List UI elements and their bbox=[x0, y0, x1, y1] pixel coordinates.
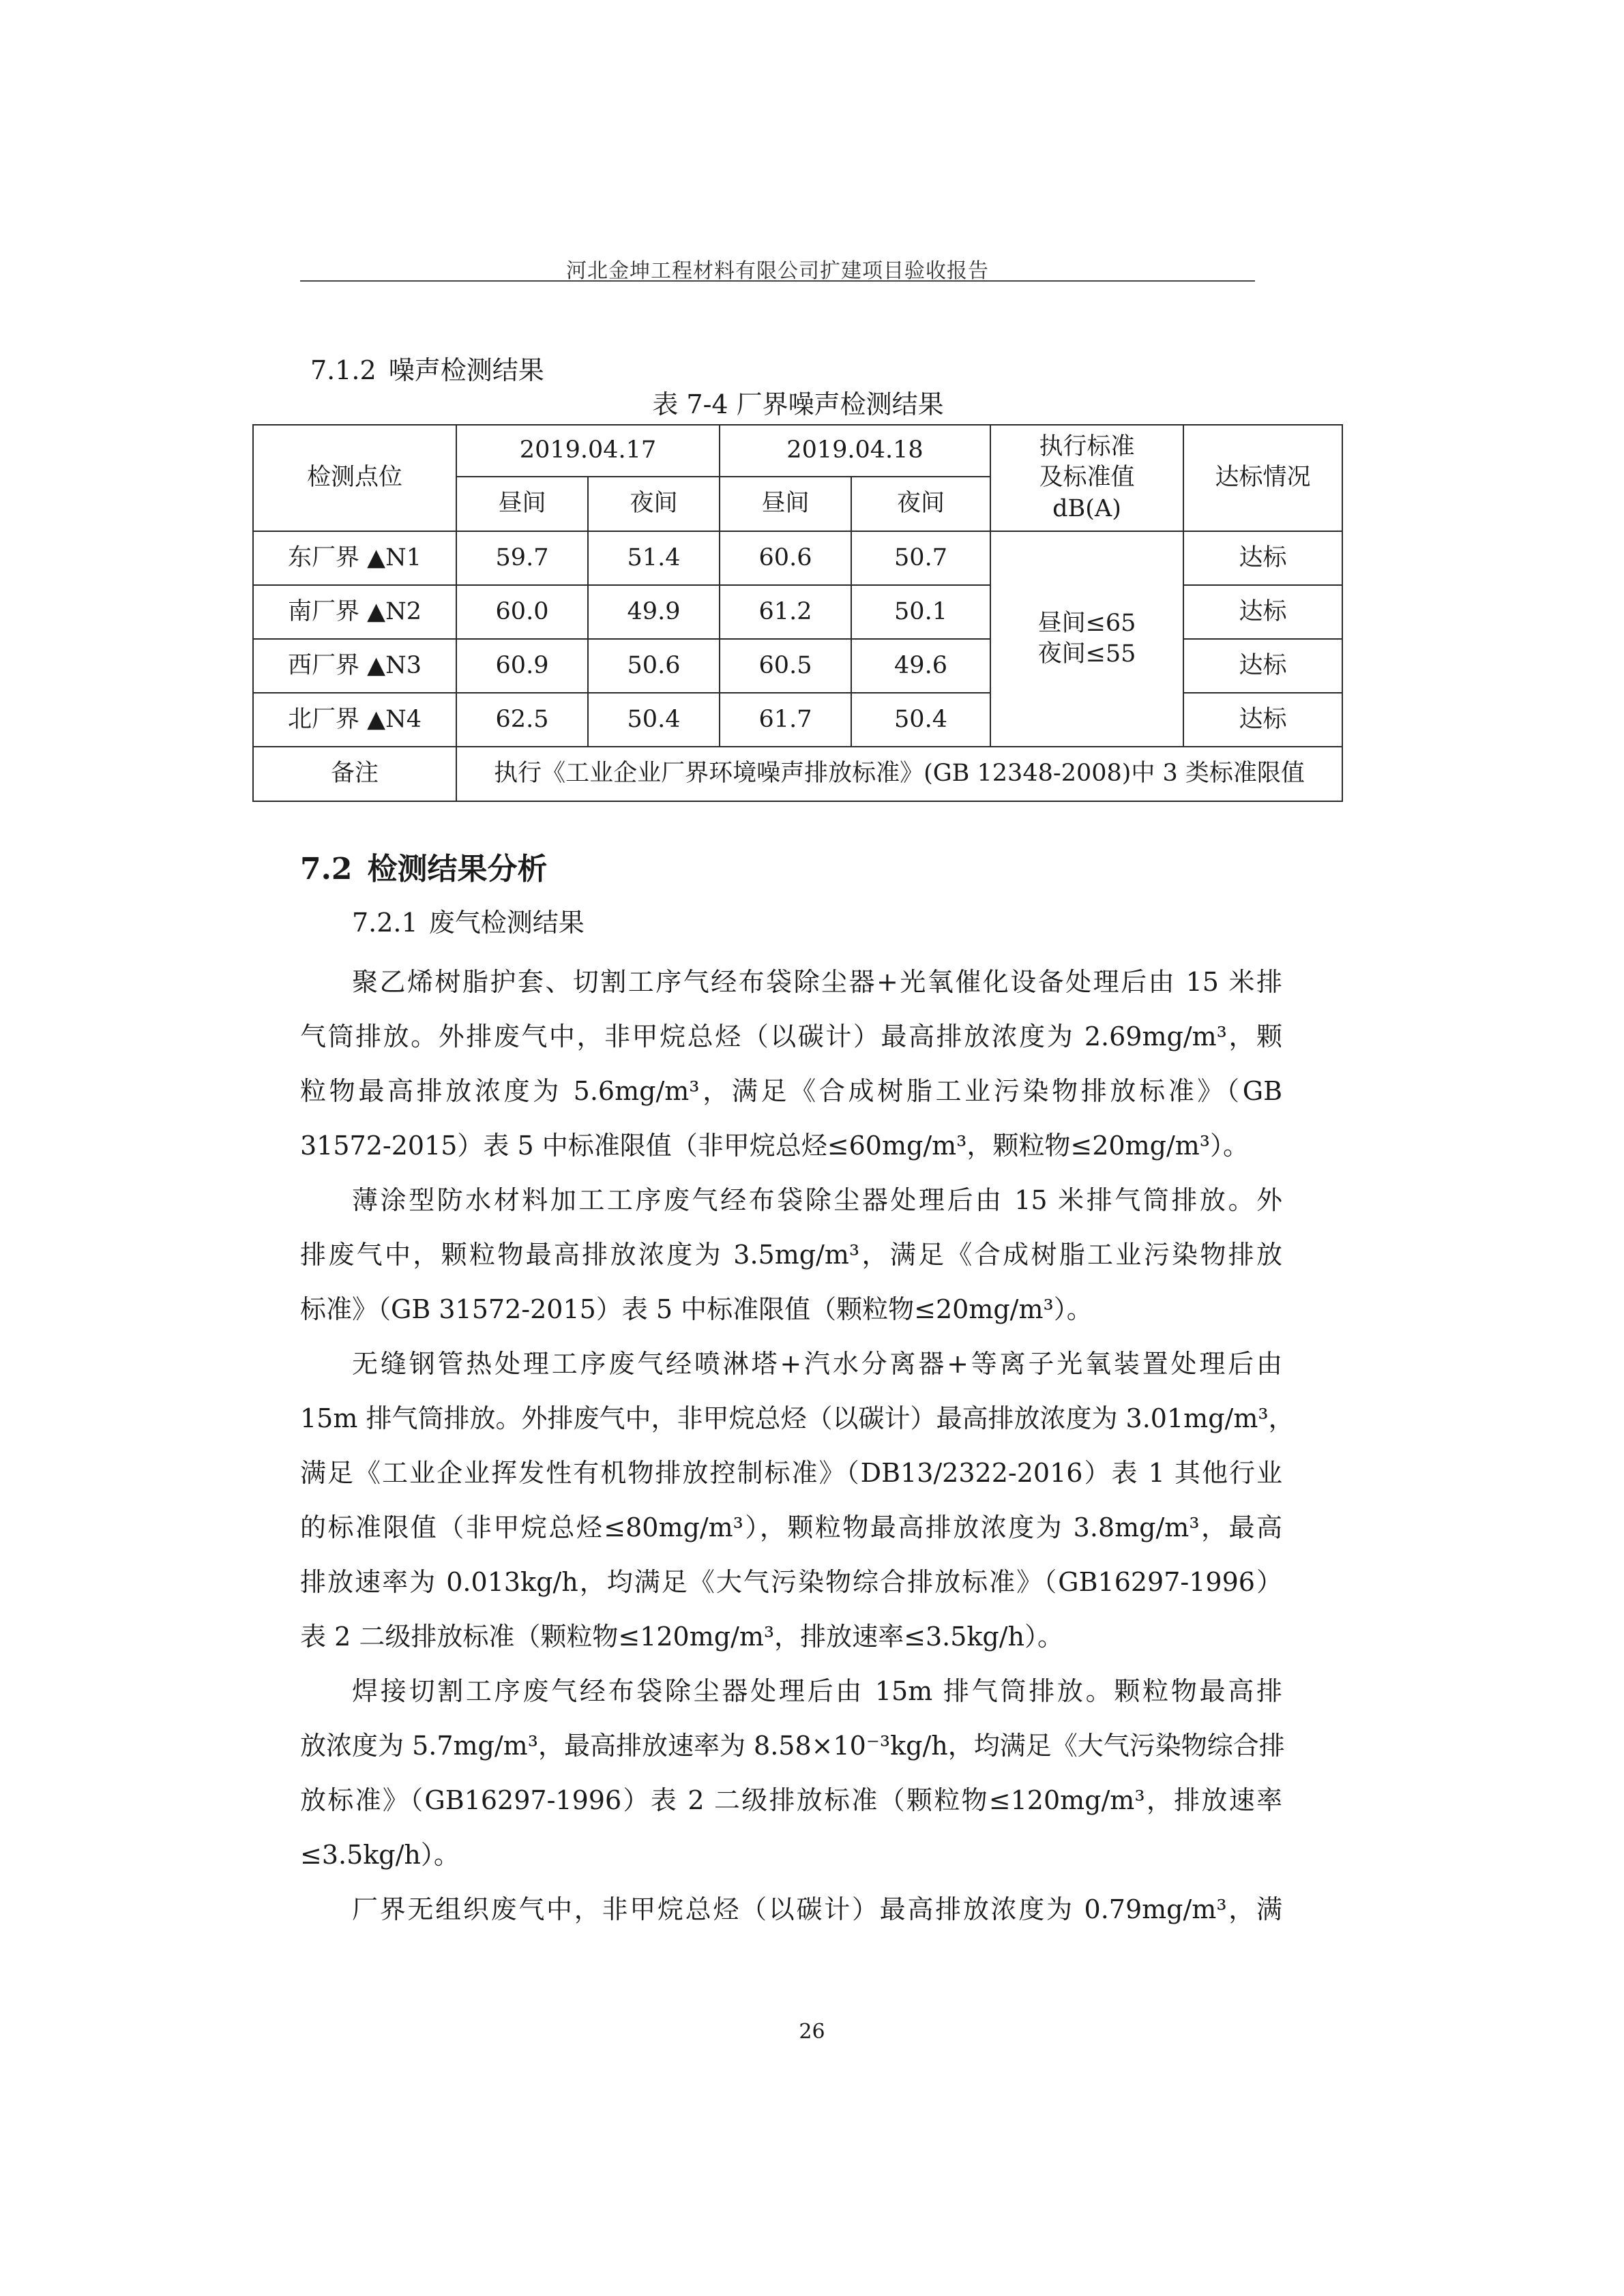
paragraph-line: 放标准》（GB16297-1996）表 2 二级排放标准（颗粒物≤120mg/m³，排放速率 bbox=[300, 1785, 1282, 1815]
page-number: 26 bbox=[799, 2020, 825, 2044]
cell-d1-night: 51.4 bbox=[588, 531, 720, 585]
cell-status: 达标 bbox=[1183, 585, 1342, 639]
paragraph-line: 气筒排放。外排废气中，非甲烷总烃（以碳计）最高排放浓度为 2.69mg/m³，颗 bbox=[300, 1022, 1282, 1052]
paragraph-line: 排废气中，颗粒物最高排放浓度为 3.5mg/m³，满足《合成树脂工业污染物排放 bbox=[300, 1240, 1282, 1270]
header-standard-line1: 执行标准 bbox=[1039, 432, 1135, 460]
cell-point: 西厂界 ▲N3 bbox=[253, 639, 456, 693]
subsection-number: 7.1.2 bbox=[310, 355, 377, 385]
cell-d2-day: 61.7 bbox=[720, 693, 851, 747]
section-title: 检测结果分析 bbox=[367, 852, 548, 886]
subsection-number: 7.2.1 bbox=[352, 908, 418, 938]
paragraph-line: 焊接切割工序废气经布袋除尘器处理后由 15m 排气筒排放。颗粒物最高排 bbox=[352, 1676, 1282, 1706]
table-caption: 表 7-4 厂界噪声检测结果 bbox=[652, 389, 944, 419]
paragraph-5 bbox=[300, 1882, 1282, 1937]
paragraph-line: 粒物最高排放浓度为 5.6mg/m³，满足《合成树脂工业污染物排放标准》（GB bbox=[300, 1076, 1282, 1106]
cell-d1-day: 60.0 bbox=[456, 585, 588, 639]
table-note-row bbox=[253, 747, 1342, 801]
cell-standard-values bbox=[990, 531, 1183, 747]
header-d2-night: 夜间 bbox=[851, 477, 990, 531]
note-text: 执行《工业企业厂界环境噪声排放标准》(GB 12348-2008)中 3 类标准限值 bbox=[456, 747, 1342, 801]
paragraph-line: 排放速率为 0.013kg/h，均满足《大气污染物综合排放标准》（GB16297-1996） bbox=[300, 1567, 1282, 1597]
header-rule bbox=[300, 280, 1255, 282]
subsection-title: 废气检测结果 bbox=[428, 908, 585, 938]
paragraph-line: 厂界无组织废气中，非甲烷总烃（以碳计）最高排放浓度为 0.79mg/m³，满 bbox=[352, 1894, 1282, 1924]
cell-d1-day: 60.9 bbox=[456, 639, 588, 693]
table-row bbox=[253, 531, 1342, 585]
subsection-heading-7-1-2 bbox=[310, 349, 544, 387]
cell-d2-night: 50.7 bbox=[851, 531, 990, 585]
paragraph-3 bbox=[300, 1337, 1295, 1664]
header-date-2: 2019.04.18 bbox=[720, 425, 990, 477]
header-standard-line3: dB(A) bbox=[1052, 494, 1121, 522]
header-d2-day: 昼间 bbox=[720, 477, 851, 531]
paragraph-2 bbox=[300, 1173, 1282, 1337]
header-standard-line2: 及标准值 bbox=[1039, 464, 1135, 492]
header-compliance: 达标情况 bbox=[1183, 425, 1342, 531]
paragraph-line: 表 2 二级排放标准（颗粒物≤120mg/m³，排放速率≤3.5kg/h）。 bbox=[300, 1622, 1064, 1652]
cell-d1-night: 50.6 bbox=[588, 639, 720, 693]
cell-d2-day: 60.6 bbox=[720, 531, 851, 585]
paragraph-line: 薄涂型防水材料加工工序废气经布袋除尘器处理后由 15 米排气筒排放。外 bbox=[352, 1185, 1282, 1215]
paragraph-line: 31572-2015）表 5 中标准限值（非甲烷总烃≤60mg/m³，颗粒物≤20mg/m³）。 bbox=[300, 1131, 1250, 1161]
header-d1-night: 夜间 bbox=[588, 477, 720, 531]
cell-d1-day: 59.7 bbox=[456, 531, 588, 585]
cell-point: 南厂界 ▲N2 bbox=[253, 585, 456, 639]
paragraph-line: 放浓度为 5.7mg/m³，最高排放速率为 8.58×10⁻³kg/h，均满足《大气污染物综合排 bbox=[300, 1731, 1285, 1761]
cell-d1-night: 50.4 bbox=[588, 693, 720, 747]
paragraph-4 bbox=[300, 1664, 1285, 1882]
cell-point: 东厂界 ▲N1 bbox=[253, 531, 456, 585]
header-date-1: 2019.04.17 bbox=[456, 425, 720, 477]
cell-d1-night: 49.9 bbox=[588, 585, 720, 639]
table-header-row-1 bbox=[253, 425, 1342, 477]
paragraph-line: 15m 排气筒排放。外排废气中，非甲烷总烃（以碳计）最高排放浓度为 3.01mg/m³， bbox=[300, 1403, 1295, 1433]
cell-d2-day: 61.2 bbox=[720, 585, 851, 639]
header-d1-day: 昼间 bbox=[456, 477, 588, 531]
section-number: 7.2 bbox=[300, 852, 353, 886]
standard-value-day: 昼间≤65 bbox=[1037, 609, 1136, 637]
paragraph-line: ≤3.5kg/h）。 bbox=[300, 1840, 460, 1870]
cell-point: 北厂界 ▲N4 bbox=[253, 693, 456, 747]
subsection-title: 噪声检测结果 bbox=[388, 355, 544, 385]
paragraph-line: 无缝钢管热处理工序废气经喷淋塔+汽水分离器+等离子光氧装置处理后由 bbox=[352, 1349, 1282, 1379]
cell-d1-day: 62.5 bbox=[456, 693, 588, 747]
cell-d2-day: 60.5 bbox=[720, 639, 851, 693]
section-heading-7-2 bbox=[300, 844, 548, 888]
paragraph-line: 的标准限值（非甲烷总烃≤80mg/m³），颗粒物最高排放浓度为 3.8mg/m³，最高 bbox=[300, 1512, 1282, 1542]
running-header: 河北金坤工程材料有限公司扩建项目验收报告 bbox=[566, 259, 989, 283]
paragraph-line: 标准》（GB 31572-2015）表 5 中标准限值（颗粒物≤20mg/m³）。 bbox=[300, 1294, 1093, 1324]
cell-status: 达标 bbox=[1183, 531, 1342, 585]
paragraph-1 bbox=[300, 955, 1282, 1173]
cell-d2-night: 49.6 bbox=[851, 639, 990, 693]
noise-results-table bbox=[252, 424, 1343, 802]
cell-status: 达标 bbox=[1183, 639, 1342, 693]
cell-d2-night: 50.4 bbox=[851, 693, 990, 747]
standard-value-night: 夜间≤55 bbox=[1037, 640, 1136, 668]
header-point: 检测点位 bbox=[253, 425, 456, 531]
note-label: 备注 bbox=[253, 747, 456, 801]
cell-status: 达标 bbox=[1183, 693, 1342, 747]
header-standard bbox=[990, 425, 1183, 531]
subsection-heading-7-2-1 bbox=[352, 901, 585, 939]
paragraph-line: 聚乙烯树脂护套、切割工序气经布袋除尘器+光氧催化设备处理后由 15 米排 bbox=[352, 967, 1282, 997]
cell-d2-night: 50.1 bbox=[851, 585, 990, 639]
paragraph-line: 满足《工业企业挥发性有机物排放控制标准》（DB13/2322-2016）表 1 其他行业 bbox=[300, 1458, 1282, 1488]
